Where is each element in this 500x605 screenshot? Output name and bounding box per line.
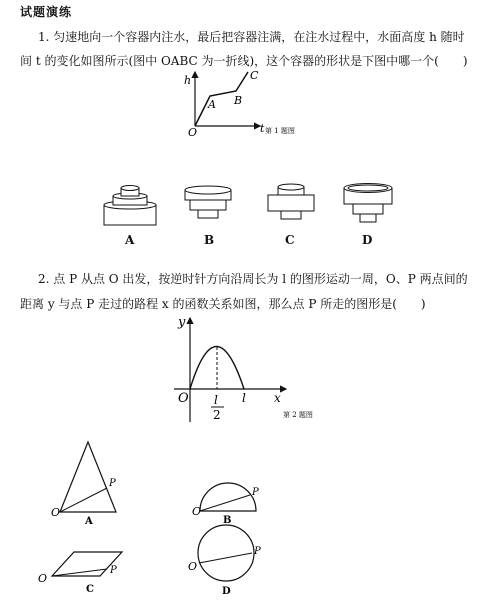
q2-a-label: A <box>85 516 93 527</box>
q2-text-line2: 距离 y 与点 P 走过的路程 x 的函数关系如图，那么点 P 所走的图形是( ) <box>20 297 426 311</box>
q2-b-o-label: O <box>192 505 202 518</box>
q2-l-label: l <box>242 391 246 405</box>
q1-graph <box>180 68 320 140</box>
section-title: 试题演练 <box>20 5 73 19</box>
q1-t-label: t <box>260 122 265 135</box>
q2-a-o-label: O <box>51 506 61 519</box>
q2-half-den: 2 <box>213 408 221 422</box>
q1-a-label: A <box>208 98 216 111</box>
q1-option-b-label: B <box>204 233 215 247</box>
q2-y-label: y <box>178 315 186 330</box>
q2-shape-a <box>48 438 138 527</box>
q2-text-line1: 2. 点 P 从点 O 出发，按逆时针方向沿周长为 l 的图形运动一周，O、P 两点间的 <box>38 272 468 286</box>
q1-caption: 第 1 题图 <box>265 127 295 135</box>
q1-b-label: B <box>234 94 243 107</box>
q1-option-a-label: A <box>125 233 135 247</box>
q2-c-label: C <box>86 584 94 595</box>
q1-option-d-label: D <box>362 233 373 247</box>
q2-a-p-label: P <box>109 478 116 489</box>
q2-d-p-label: P <box>254 546 261 557</box>
q1-o-label: O <box>188 126 198 139</box>
q2-b-label: B <box>223 515 232 526</box>
q1-c-label: C <box>250 69 259 82</box>
q1-h-label: h <box>184 74 192 87</box>
q2-c-p-label: P <box>110 565 117 576</box>
q1-text-line2: 间 t 的变化如图所示(图中 OABC 为一折线)，这个容器的形状是下图中哪一个( ) <box>20 54 468 68</box>
q1-container-c <box>263 183 319 231</box>
q2-graph <box>168 312 328 428</box>
q1-container-a <box>100 183 160 231</box>
q2-shape-d <box>186 520 276 600</box>
q2-shape-b <box>192 475 272 525</box>
q2-caption: 第 2 题图 <box>283 411 313 419</box>
q2-b-p-label: P <box>252 487 259 498</box>
q1-option-c-label: C <box>285 233 295 247</box>
q2-x-label: x <box>274 391 281 405</box>
q2-d-label: D <box>222 586 231 597</box>
q2-o-label: O <box>178 391 189 406</box>
q2-shape-c <box>36 540 136 595</box>
q2-d-o-label: O <box>188 560 198 573</box>
q1-container-d <box>340 180 396 232</box>
q2-half-num: l <box>214 393 218 407</box>
q1-container-b <box>180 183 236 231</box>
q2-c-o-label: O <box>38 572 48 585</box>
q1-text-line1: 1. 匀速地向一个容器内注水，最后把容器注满，在注水过程中，水面高度 h 随时 <box>38 30 465 44</box>
